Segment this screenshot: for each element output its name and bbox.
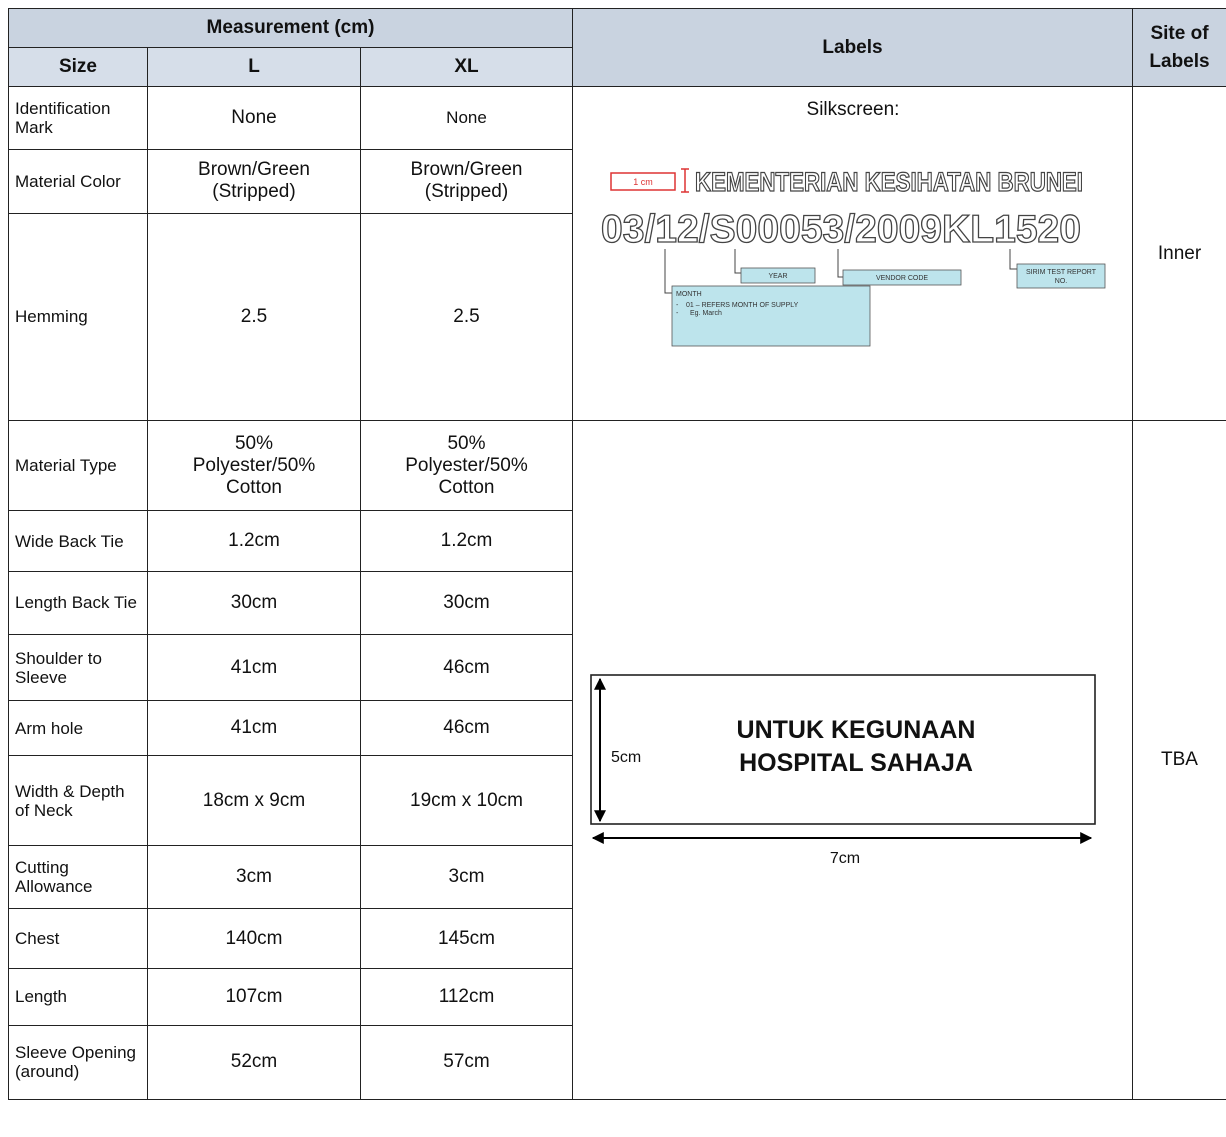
row-label: Length xyxy=(9,969,148,1025)
value-l: 41cm xyxy=(148,701,361,756)
row-label: Identification Mark xyxy=(9,87,148,150)
value-xl: None xyxy=(361,87,573,150)
silkscreen-label-cell xyxy=(573,87,1133,421)
row-label: Material Color xyxy=(9,149,148,213)
row-label: Length Back Tie xyxy=(9,571,148,634)
silkscreen-title: Silkscreen: xyxy=(806,99,900,120)
specification-table xyxy=(8,8,1226,1100)
table-row xyxy=(9,421,1226,511)
vendor-code-box-label: VENDOR CODE xyxy=(875,275,929,282)
value-l: 140cm xyxy=(148,909,361,969)
svg-text:-: - xyxy=(676,310,679,317)
site-tba: TBA xyxy=(1133,421,1226,1100)
label-code: 03/12/S00053/2009KL1520 xyxy=(601,208,1081,251)
vendor-leader xyxy=(838,249,843,277)
value-l: 3cm xyxy=(148,845,361,908)
value-l: 30cm xyxy=(148,571,361,634)
value-l: None xyxy=(148,87,361,150)
value-xl: 145cm xyxy=(361,909,573,969)
size-xl-header: XL xyxy=(361,48,573,87)
year-leader xyxy=(735,249,741,273)
value-xl: 1.2cm xyxy=(361,511,573,571)
row-label: Shoulder to Sleeve xyxy=(9,634,148,700)
site-of-labels-header: Site of Labels xyxy=(1133,9,1226,87)
value-xl: 46cm xyxy=(361,701,573,756)
hospital-label-diagram xyxy=(573,421,1133,1099)
hospital-label-line1: UNTUK KEGUNAAN xyxy=(736,716,976,744)
value-xl: Brown/Green (Stripped) xyxy=(361,149,573,213)
row-label: Hemming xyxy=(9,213,148,420)
month-box-line2: Eg. March xyxy=(690,310,722,317)
height-dimension-label: 5cm xyxy=(611,749,642,766)
width-dimension-label: 7cm xyxy=(829,850,861,867)
month-leader xyxy=(665,249,672,293)
test-report-box-label-2: NO. xyxy=(1054,278,1068,285)
labels-header: Labels xyxy=(573,9,1133,87)
year-box-label: YEAR xyxy=(768,273,788,280)
value-l: 1.2cm xyxy=(148,511,361,571)
hospital-label-cell xyxy=(573,421,1133,1100)
site-inner: Inner xyxy=(1133,87,1226,421)
value-xl: 3cm xyxy=(361,845,573,908)
report-leader xyxy=(1010,249,1017,269)
silkscreen-diagram xyxy=(573,87,1133,420)
value-l: 41cm xyxy=(148,634,361,700)
month-box-line1: 01 – REFERS MONTH OF SUPPLY xyxy=(686,302,799,309)
value-l: 50% Polyester/50% Cotton xyxy=(148,421,361,511)
value-l: 2.5 xyxy=(148,213,361,420)
table-row xyxy=(9,87,1226,150)
row-label: Cutting Allowance xyxy=(9,845,148,908)
row-label: Sleeve Opening (around) xyxy=(9,1025,148,1099)
value-xl: 46cm xyxy=(361,634,573,700)
row-label: Chest xyxy=(9,909,148,969)
row-label: Material Type xyxy=(9,421,148,511)
value-l: Brown/Green (Stripped) xyxy=(148,149,361,213)
month-box-title: MONTH xyxy=(676,291,702,298)
value-xl: 112cm xyxy=(361,969,573,1025)
row-label: Width & Depth of Neck xyxy=(9,756,148,845)
value-l: 107cm xyxy=(148,969,361,1025)
size-header: Size xyxy=(9,48,148,87)
value-l: 18cm x 9cm xyxy=(148,756,361,845)
row-label: Wide Back Tie xyxy=(9,511,148,571)
row-label: Arm hole xyxy=(9,701,148,756)
size-l-header: L xyxy=(148,48,361,87)
ministry-name: KEMENTERIAN KESIHATAN BRUNEI xyxy=(695,167,1083,197)
value-xl: 19cm x 10cm xyxy=(361,756,573,845)
hospital-label-line2: HOSPITAL SAHAJA xyxy=(739,749,973,777)
value-xl: 57cm xyxy=(361,1025,573,1099)
value-l: 52cm xyxy=(148,1025,361,1099)
svg-text:-: - xyxy=(676,302,679,309)
value-xl: 2.5 xyxy=(361,213,573,420)
value-xl: 50% Polyester/50% Cotton xyxy=(361,421,573,511)
size-tag-text: 1 cm xyxy=(633,177,653,187)
measurement-header: Measurement (cm) xyxy=(9,9,573,48)
test-report-box-label: SIRIM TEST REPORT xyxy=(1025,269,1097,276)
value-xl: 30cm xyxy=(361,571,573,634)
